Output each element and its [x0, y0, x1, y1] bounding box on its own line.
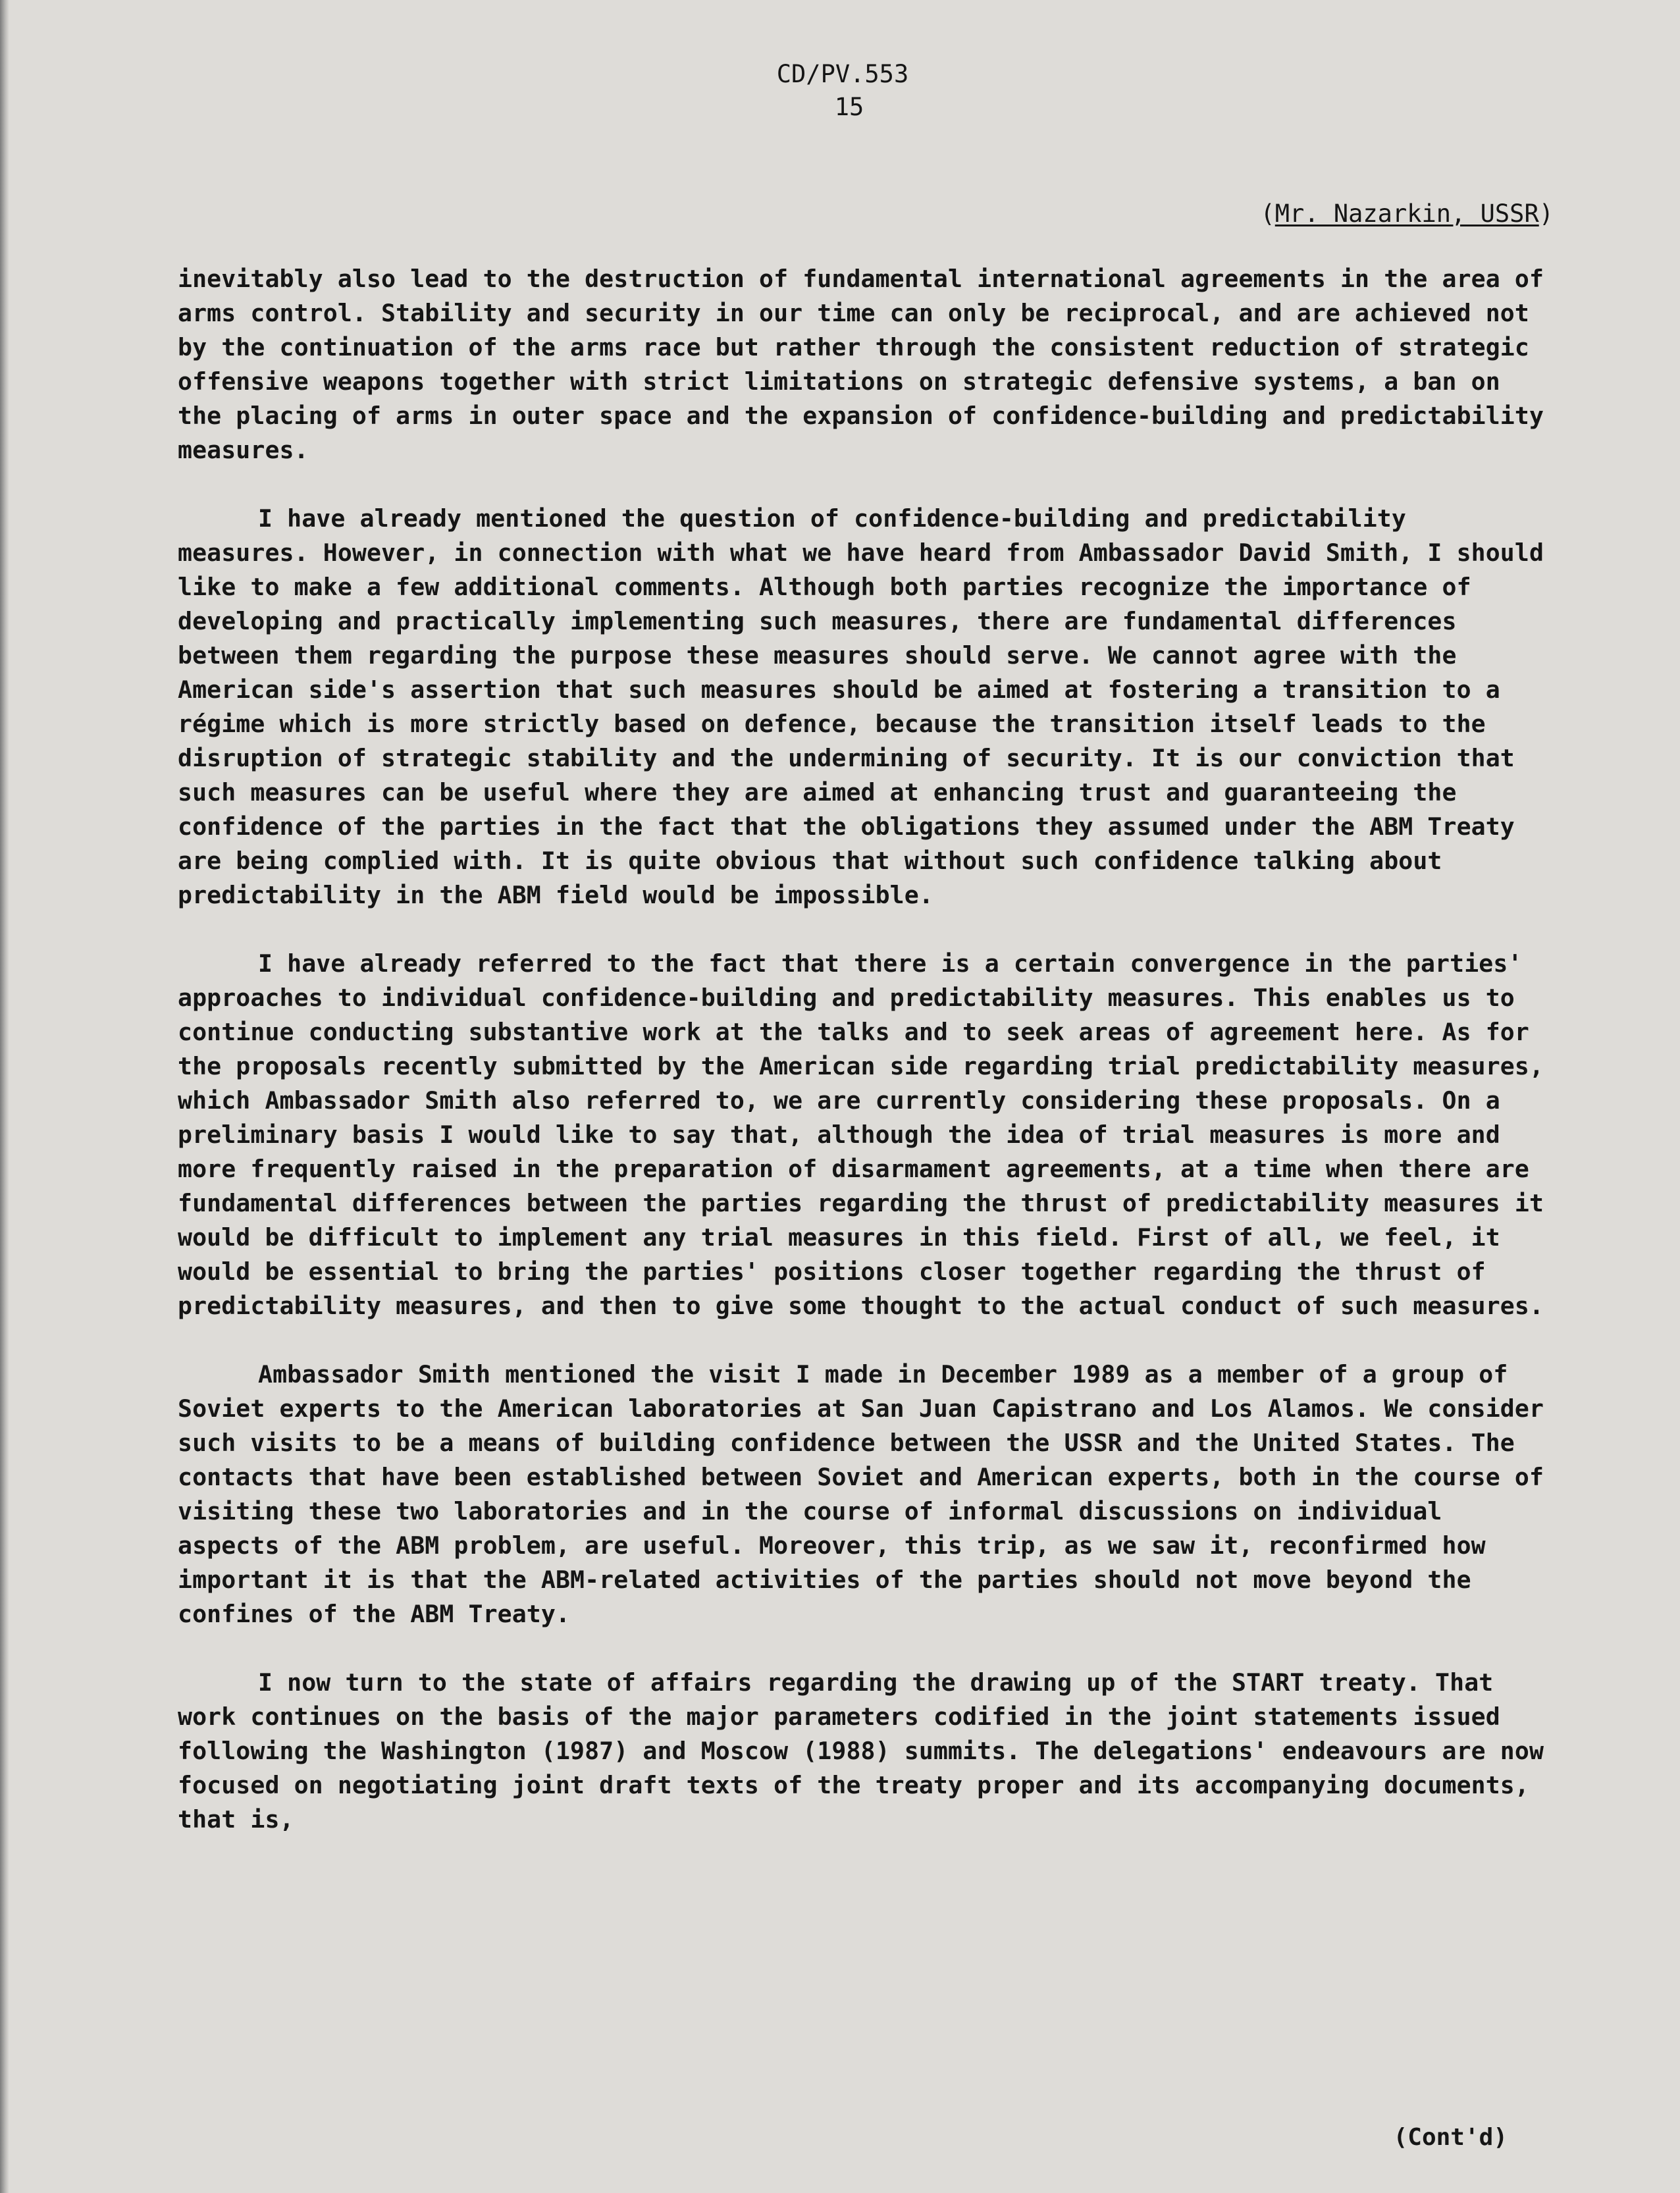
speaker-close-paren: ) [1538, 199, 1554, 228]
speaker-name: Mr. Nazarkin, USSR [1274, 199, 1539, 228]
paragraph-confidence-building: I have already mentioned the question of confidence-building and predictability measures. However, in connection with what we have heard from Ambassador David Smith, I should like to make a few additional comments. Although both parties recognize the importance of developing and practically implementing such measures, there are fundamental differences between them regarding the purpose these measures should serve. We cannot agree with the American side's assertion that such measures should be aimed at fostering a transition to a régime which is more strictly based on defence, because the transition itself leads to the disruption of strategic stability and the undermining of security. It is our conviction that such measures can be useful where they are aimed at enhancing trust and guaranteeing the confidence of the parties in the fact that the obligations they assumed under the ABM Treaty are being complied with. It is quite obvious that without such confidence talking about predictability in the ABM field would be impossible. [178, 504, 1544, 909]
speaker-open-paren: ( [1260, 199, 1275, 228]
statement-body [178, 262, 1547, 1871]
page-number: 15 [834, 93, 864, 121]
speaker-attribution [1185, 198, 1554, 230]
paragraph-continuation: inevitably also lead to the destruction of fundamental international agreements in the area of arms control. Stability and security in our time can only be reciprocal, and are achieved not by the continuation of the arms race but rather through the consistent reduction of strategic offensive weapons together with strict limitations on strategic defensive systems, a ban on the placing of arms in outer space and the expansion of confidence-building and predictability measures. [178, 265, 1544, 464]
continued-marker: (Cont'd) [1393, 2124, 1508, 2151]
paragraph-laboratory-visit: Ambassador Smith mentioned the visit I made in December 1989 as a member of a group of Soviet experts to the American laboratories at San Juan Capistrano and Los Alamos. We consider such visits to be a means of building confidence between the USSR and the United States. The contacts that have been established between Soviet and American experts, both in the course of visiting these two laboratories and in the course of informal discussions on individual aspects of the ABM problem, are useful. Moreover, this trip, as we saw it, reconfirmed how important it is that the ABM-related activities of the parties should not move beyond the confines of the ABM Treaty. [178, 1360, 1544, 1628]
paragraph-trial-measures: I have already referred to the fact that there is a certain convergence in the parties' approaches to individual confidence-building and predictability measures. This enables us to continue conducting substantive work at the talks and to seek areas of agreement here. As for the proposals recently submitted by the American side regarding trial predictability measures, which Ambassador Smith also referred to, we are currently considering these proposals. On a preliminary basis I would like to say that, although the idea of trial measures is more and more frequently raised in the preparation of disarmament agreements, at a time when there are fundamental differences between the parties regarding the thrust of predictability measures it would be difficult to implement any trial measures in this field. First of all, we feel, it would be essential to bring the parties' positions closer together regarding the thrust of predictability measures, and then to give some thought to the actual conduct of such measures. [178, 949, 1544, 1320]
document-symbol: CD/PV.553 [776, 60, 909, 88]
paragraph-start-treaty: I now turn to the state of affairs regarding the drawing up of the START treaty. That work continues on the basis of the major parameters codified in the joint statements issued following the Washington (1987) and Moscow (1988) summits. The delegations' endeavours are now focused on negotiating joint draft texts of the treaty proper and its accompanying documents, that is, [178, 1668, 1544, 1834]
